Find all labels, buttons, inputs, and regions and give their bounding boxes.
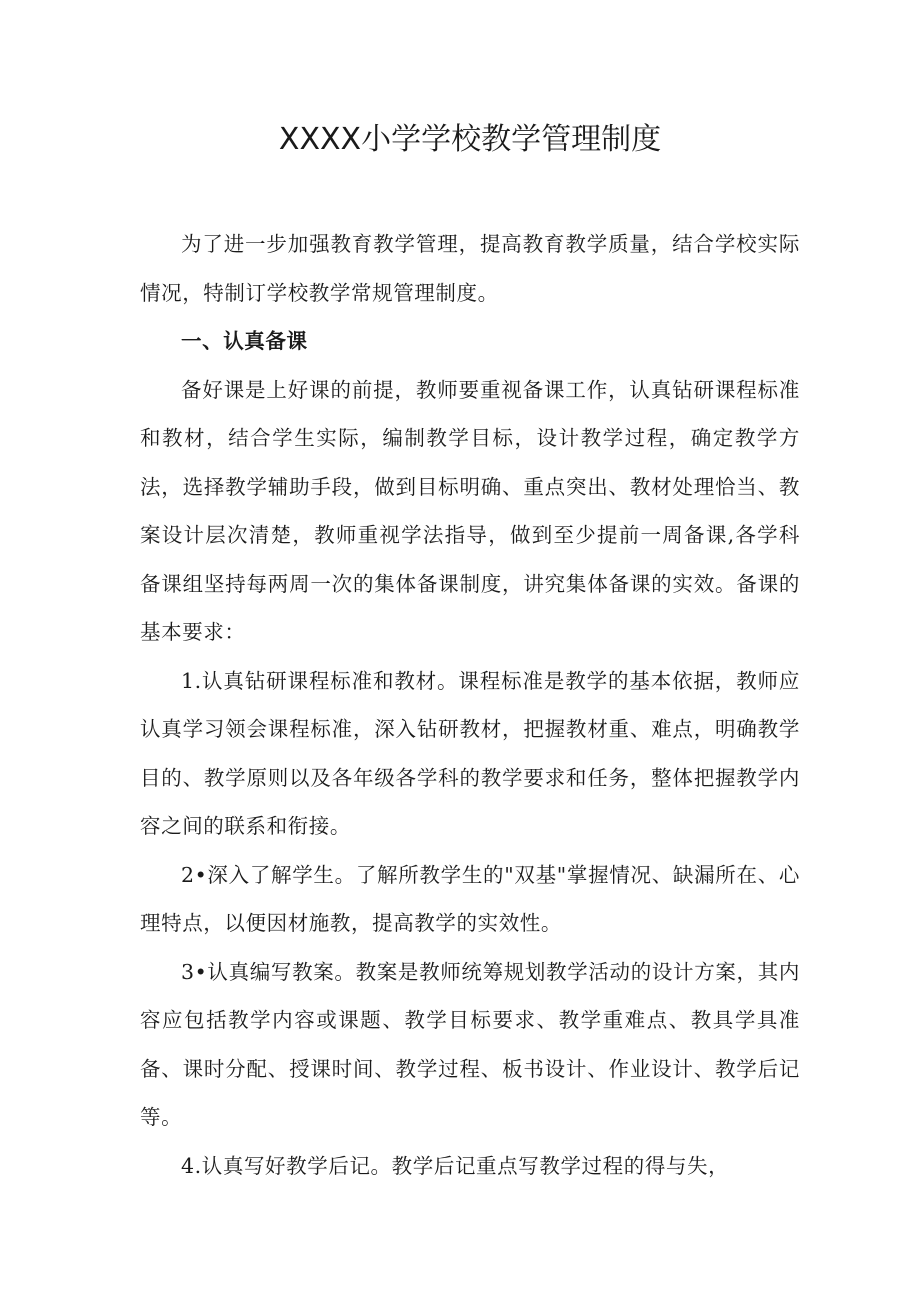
document-title: XXXX小学学校教学管理制度	[278, 122, 662, 157]
list-item-1: 1.认真钻研课程标准和教材。课程标准是教学的基本依据，教师应认真学习领会课程标准，深入钻研教材，把握教材重、难点，明确教学目的、教学原则以及各年级各学科的教学要求和任务，整体把握教学内容之间的联系和衔接。	[140, 668, 800, 838]
list-item-2: 2•深入了解学生。了解所教学生的"双基"掌握情况、缺漏所在、心理特点，以便因材施教，提高教学的实效性。	[140, 862, 800, 935]
section-paragraph-prepare-lessons: 备好课是上好课的前提，教师要重视备课工作，认真钻研课程标准和教材，结合学生实际，编制教学目标，设计教学过程，确定教学方法，选择教学辅助手段，做到目标明确、重点突出、教材处理恰当、教案设计层次清楚，教师重视学法指导，做到至少提前一周备课,各学科备课组坚持每两周一次的集体备课制度，讲究集体备课的实效。备课的基本要求：	[140, 377, 800, 644]
section-heading-prepare-lessons: 一、认真备课	[181, 329, 308, 353]
list-item-3: 3•认真编写教案。教案是教师统筹规划教学活动的设计方案，其内容应包括教学内容或课题、教学目标要求、教学重难点、教具学具准备、课时分配、授课时间、教学过程、板书设计、作业设计、教学后记等。	[140, 959, 800, 1129]
intro-paragraph: 为了进一步加强教育教学管理，提高教育教学质量，结合学校实际情况，特制订学校教学常规管理制度。	[140, 232, 800, 305]
list-item-4: 4.认真写好教学后记。教学后记重点写教学过程的得与失，	[181, 1153, 730, 1178]
